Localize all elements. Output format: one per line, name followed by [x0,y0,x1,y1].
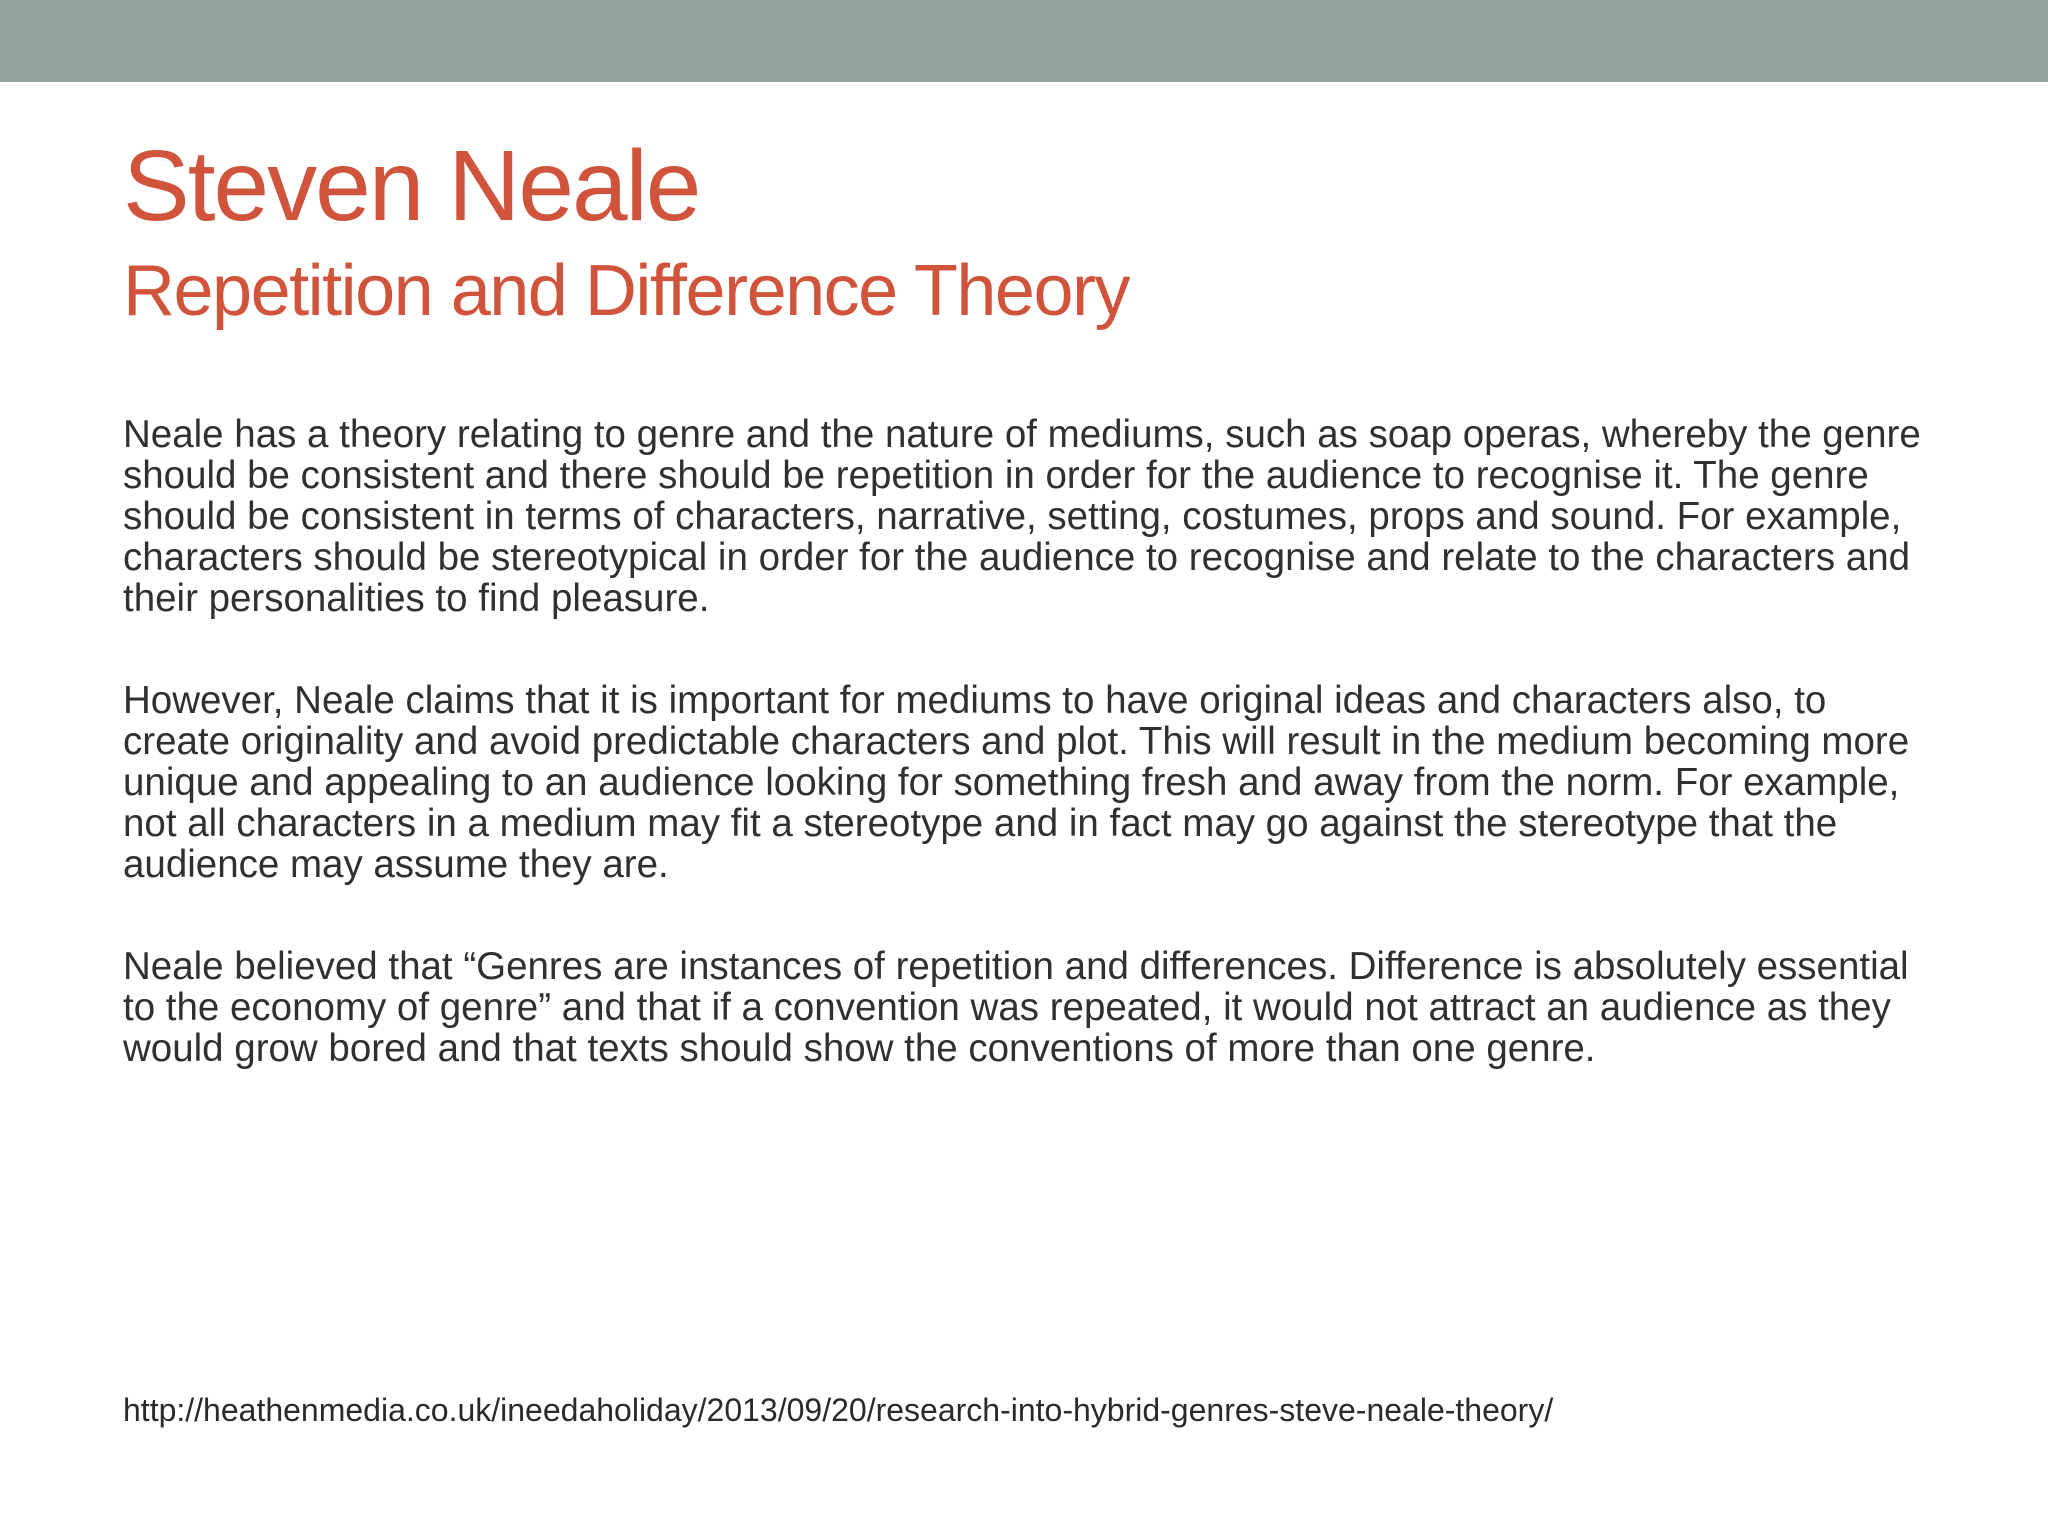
slide-body [123,414,1923,1130]
paragraph-repetition: Neale has a theory relating to genre and the nature of mediums, such as soap operas, whereby the genre should be consistent and there should be repetition in order for the audience to recognise it. The genre should be consistent in terms of characters, narrative, setting, costumes, props and sound. For example, characters should be stereotypical in order for the audience to recognise and relate to the characters and their personalities to find pleasure. [123,413,1921,620]
source-url: http://heathenmedia.co.uk/ineedaholiday/2013/09/20/research-into-hybrid-genres-steve-neale-theory/ [123,1392,1554,1428]
paragraph-difference: However, Neale claims that it is important for mediums to have original ideas and characters also, to create originality and avoid predictable characters and plot. This will result in the medium becoming more unique and appealing to an audience looking for something fresh and away from the norm. For example, not all characters in a medium may fit a stereotype and in fact may go against the stereotype that the audience may assume they are. [123,679,1910,886]
paragraph-quote: Neale believed that “Genres are instances of repetition and differences. Difference is absolutely essential to the economy of genre” and that if a convention was repeated, it would not attract an audience as they would grow bored and that texts should show the conventions of more than one genre. [123,945,1909,1070]
slide-title: Steven Neale [123,130,700,242]
top-accent-bar [0,0,2048,82]
slide-subtitle: Repetition and Difference Theory [123,251,1129,331]
